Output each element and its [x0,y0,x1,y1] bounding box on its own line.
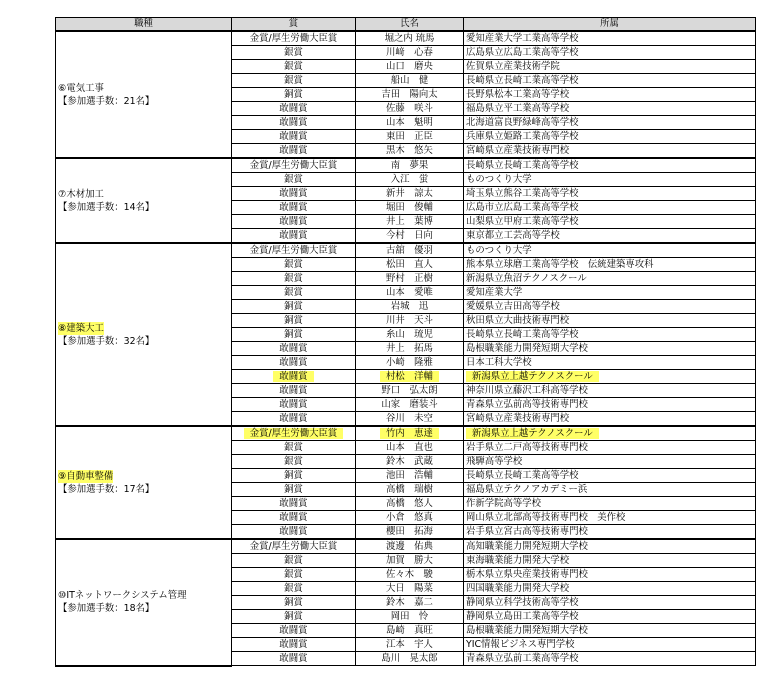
name-cell-container [356,624,464,638]
affiliation-cell-container [464,511,756,525]
award-cell-container [232,272,356,286]
name-cell-container [356,426,464,441]
affiliation-cell-container [464,158,756,173]
affiliation-cell-container [464,201,756,215]
name-cell-container [356,652,464,666]
category-participant-count: 【参加選手数：14名】 [58,201,155,213]
award-cell: 銀賞 [284,258,303,270]
name-cell: 新井 諒太 [386,187,433,199]
name-cell-container [356,130,464,144]
award-cell-container [232,412,356,427]
affiliation-cell-container [464,610,756,624]
name-cell: 渡邊 佑典 [386,540,433,552]
name-cell-container [356,356,464,370]
name-cell: 糸山 琉児 [386,328,433,340]
affiliation-cell-container [464,554,756,568]
affiliation-cell-container [464,130,756,144]
category-cell [56,158,232,243]
affiliation-cell: 作新学院高等学校 [466,497,542,509]
affiliation-cell: 島根職業能力開発短期大学校 [466,624,588,636]
affiliation-cell-container [464,412,756,427]
name-cell-container [356,539,464,554]
award-cell-container [232,525,356,540]
name-cell-container [356,215,464,229]
name-cell: 東田 正臣 [386,130,433,142]
name-cell-container [356,511,464,525]
award-cell: 銅賞 [284,469,303,481]
name-cell: 大日 陽菜 [386,582,433,594]
affiliation-cell-container [464,483,756,497]
award-cell: 銅賞 [284,328,303,340]
name-cell: 今村 日向 [386,229,433,241]
award-cell-container [232,201,356,215]
header-category: 職種 [56,18,232,32]
name-cell-container [356,483,464,497]
name-cell: 鈴木 嘉二 [386,596,433,608]
name-cell-container [356,60,464,74]
affiliation-cell: 島根職業能力開発短期大学校 [466,342,588,354]
affiliation-cell-container [464,398,756,412]
award-cell-container [232,596,356,610]
award-cell: 金賞/厚生労働大臣賞 [249,540,338,552]
affiliation-cell: 新潟県立上越テクノスクール [466,371,599,382]
award-cell: 銀賞 [284,60,303,72]
affiliation-cell-container [464,441,756,455]
affiliation-cell-container [464,568,756,582]
name-cell-container [356,144,464,159]
name-cell-container [356,441,464,455]
affiliation-cell: 青森県立弘前工業高等学校 [466,652,579,664]
award-cell: 敢闘賞 [279,215,308,227]
award-cell-container [232,215,356,229]
award-cell: 金賞/厚生労働大臣賞 [249,159,338,171]
category-title: ⑥電気工事 [58,82,104,94]
award-cell-container [232,652,356,666]
affiliation-cell: 熊本県立球磨工業高等学校 伝統建築専攻科 [466,258,654,270]
award-cell: 銅賞 [284,88,303,100]
affiliation-cell: 宮崎県立産業技術専門校 [466,144,570,156]
name-cell: 川﨑 心春 [386,46,433,58]
award-cell-container [232,173,356,187]
name-cell: 黒木 悠矢 [386,144,433,156]
award-cell-container [232,187,356,201]
award-cell: 敢闘賞 [279,624,308,636]
award-cell-container [232,314,356,328]
award-cell-container [232,511,356,525]
name-cell-container [356,554,464,568]
award-cell: 銀賞 [284,441,303,453]
affiliation-cell-container [464,187,756,201]
name-cell: 吉田 陽向太 [381,88,438,100]
affiliation-cell: 静岡県立科学技術高等学校 [466,596,579,608]
name-cell: 池田 浩輔 [386,469,433,481]
award-cell-container [232,539,356,554]
name-cell-container [356,187,464,201]
name-cell-container [356,568,464,582]
name-cell-container [356,243,464,258]
affiliation-cell: 山梨県立甲府工業高等学校 [466,215,579,227]
name-cell-container [356,31,464,46]
name-cell: 山本 愛唯 [386,286,433,298]
affiliation-cell-container [464,539,756,554]
affiliation-cell-container [464,455,756,469]
category-participant-count: 【参加選手数：18名】 [58,603,155,615]
name-cell-container [356,173,464,187]
category-cell [56,31,232,158]
award-cell: 敢闘賞 [279,187,308,199]
award-cell: 敢闘賞 [279,412,308,424]
affiliation-cell: 岡山県立北部高等技術専門校 美作校 [466,511,626,523]
category-title: ⑦木材加工 [58,188,104,200]
award-cell-container [232,243,356,258]
name-cell-container [356,342,464,356]
name-cell: 堀田 俊輔 [386,201,433,213]
category-participant-count: 【参加選手数：21名】 [58,95,155,107]
name-cell: 谷川 未空 [386,412,433,424]
award-cell-container [232,441,356,455]
affiliation-cell-container [464,102,756,116]
table-row [56,158,756,173]
award-cell: 敢闘賞 [279,356,308,368]
award-cell-container [232,286,356,300]
affiliation-cell-container [464,469,756,483]
award-cell: 敢闘賞 [279,342,308,354]
header-award: 賞 [232,18,356,32]
award-cell: 銀賞 [284,568,303,580]
name-cell: 山家 磨装斗 [381,398,438,410]
award-cell-container [232,370,356,384]
affiliation-cell-container [464,74,756,88]
affiliation-cell-container [464,88,756,102]
category-title: ⑧建築大工 [58,322,104,334]
name-cell: 井上 拓馬 [386,342,433,354]
affiliation-cell-container [464,215,756,229]
affiliation-cell-container [464,272,756,286]
award-cell-container [232,469,356,483]
affiliation-cell-container [464,31,756,46]
affiliation-cell: 佐賀県立産業技術学院 [466,60,560,72]
affiliation-cell-container [464,46,756,60]
name-cell: 江本 宇人 [386,638,433,650]
name-cell: 高橋 悠人 [386,497,433,509]
award-cell-container [232,46,356,60]
category-cell [56,243,232,426]
affiliation-cell-container [464,342,756,356]
awards-body [56,31,756,666]
name-cell-container [356,258,464,272]
affiliation-cell: 広島市立広島工業高等学校 [466,201,579,213]
category-participant-count: 【参加選手数：17名】 [58,483,155,495]
name-cell: 岡田 怜 [390,610,429,622]
affiliation-cell-container [464,596,756,610]
name-cell-container [356,201,464,215]
name-cell-container [356,582,464,596]
affiliation-cell-container [464,243,756,258]
table-row [56,31,756,46]
name-cell: 堀之内 琉馬 [384,32,435,44]
award-cell-container [232,342,356,356]
award-cell: 銀賞 [284,554,303,566]
affiliation-cell-container [464,652,756,666]
affiliation-cell: 愛知産業大学工業高等学校 [466,32,579,44]
affiliation-cell: 北海道富良野緑峰高等学校 [466,116,579,128]
award-cell: 敢闘賞 [279,652,308,664]
affiliation-cell-container [464,638,756,652]
award-cell-container [232,497,356,511]
award-cell-container [232,31,356,46]
name-cell: 高橋 瑞樹 [386,483,433,495]
award-cell-container [232,568,356,582]
name-cell-container [356,638,464,652]
affiliation-cell: 長崎県立長崎工業高等学校 [466,328,579,340]
name-cell-container [356,384,464,398]
affiliation-cell: 長崎県立長崎工業高等学校 [466,469,579,481]
name-cell-container [356,46,464,60]
affiliation-cell: 宮崎県立産業技術専門校 [466,412,570,424]
name-cell: 入江 蛍 [390,173,429,185]
name-cell-container [356,412,464,427]
award-cell: 敢闘賞 [279,497,308,509]
award-cell: 敢闘賞 [279,229,308,241]
affiliation-cell: 福島県立テクノアカデミー浜 [466,483,588,495]
affiliation-cell: ものつくり大学 [466,244,532,256]
award-cell: 金賞/厚生労働大臣賞 [249,32,338,44]
award-cell: 銅賞 [284,610,303,622]
affiliation-cell: 神奈川県立藤沢工科高等学校 [466,384,588,396]
name-cell: 野村 正樹 [386,272,433,284]
name-cell: 山口 磨央 [386,60,433,72]
affiliation-cell: YIC情報ビジネス専門学校 [466,638,575,650]
award-cell-container [232,229,356,244]
affiliation-cell: 愛知産業大学 [466,286,523,298]
affiliation-cell: 東京都立工芸高等学校 [466,229,560,241]
name-cell: 竹内 恵達 [380,428,439,439]
affiliation-cell: 岩手県立二戸高等技術専門校 [466,441,588,453]
award-cell: 銅賞 [284,483,303,495]
name-cell: 井上 葉博 [386,215,433,227]
award-cell-container [232,384,356,398]
award-cell-container [232,60,356,74]
award-cell: 敢闘賞 [279,130,308,142]
category-title: ⑨自動車整備 [58,470,114,482]
affiliation-cell: 東海職業能力開発大学校 [466,554,570,566]
name-cell-container [356,497,464,511]
award-cell-container [232,258,356,272]
award-cell: 敢闘賞 [279,102,308,114]
award-cell: 銀賞 [284,286,303,298]
award-cell-container [232,610,356,624]
affiliation-cell-container [464,384,756,398]
affiliation-cell-container [464,624,756,638]
affiliation-cell: 栃木県立県央産業技術専門校 [466,568,588,580]
affiliation-cell: 秋田県立大曲技術専門校 [466,314,570,326]
awards-table [55,17,756,667]
award-cell: 銅賞 [284,314,303,326]
name-cell-container [356,300,464,314]
name-cell-container [356,398,464,412]
name-cell: 島崎 真旺 [386,624,433,636]
affiliation-cell: 福島県立平工業高等学校 [466,102,570,114]
award-cell-container [232,158,356,173]
award-cell: 銀賞 [284,74,303,86]
affiliation-cell: 長崎県立長崎工業高等学校 [466,74,579,86]
affiliation-cell: 岩手県立宮古高等技術専門校 [466,525,588,537]
award-cell-container [232,624,356,638]
affiliation-cell-container [464,525,756,540]
affiliation-cell-container [464,300,756,314]
affiliation-cell-container [464,60,756,74]
affiliation-cell-container [464,370,756,384]
award-cell-container [232,116,356,130]
affiliation-cell: 青森県立弘前高等技術専門校 [466,398,588,410]
award-cell-container [232,582,356,596]
name-cell-container [356,525,464,540]
name-cell-container [356,229,464,244]
name-cell-container [356,272,464,286]
name-cell-container [356,328,464,342]
name-cell: 南 夢果 [390,159,429,171]
name-cell-container [356,596,464,610]
award-cell-container [232,328,356,342]
affiliation-cell: 長野県松本工業高等学校 [466,88,570,100]
name-cell-container [356,102,464,116]
award-cell: 敢闘賞 [279,525,308,537]
name-cell-container [356,610,464,624]
award-cell-container [232,554,356,568]
name-cell-container [356,370,464,384]
name-cell-container [356,158,464,173]
award-cell: 金賞/厚生労働大臣賞 [249,244,338,256]
category-cell [56,539,232,666]
name-cell: 鈴木 武蔵 [386,455,433,467]
table-row [56,539,756,554]
affiliation-cell-container [464,286,756,300]
affiliation-cell-container [464,356,756,370]
award-cell: 敢闘賞 [279,398,308,410]
award-cell: 銅賞 [284,300,303,312]
table-row [56,243,756,258]
affiliation-cell: 静岡県立島田工業高等学校 [466,610,579,622]
affiliation-cell-container [464,173,756,187]
affiliation-cell: 日本工科大学校 [466,356,532,368]
award-cell: 敢闘賞 [273,371,313,382]
award-cell-container [232,455,356,469]
award-cell-container [232,130,356,144]
affiliation-cell: ものつくり大学 [466,173,532,185]
name-cell: 船山 健 [390,74,429,86]
award-cell: 敢闘賞 [279,638,308,650]
affiliation-cell: 広島県立広島工業高等学校 [466,46,579,58]
award-cell-container [232,638,356,652]
name-cell-container [356,455,464,469]
category-title: ⑩ITネットワークシステム管理 [58,590,187,602]
name-cell: 山本 直也 [386,441,433,453]
affiliation-cell-container [464,229,756,244]
table-row [56,426,756,441]
award-cell-container [232,356,356,370]
affiliation-cell: 飛騨高等学校 [466,455,523,467]
award-cell-container [232,426,356,441]
name-cell: 松田 直人 [386,258,433,270]
name-cell: 小倉 悠真 [386,511,433,523]
name-cell-container [356,286,464,300]
affiliation-cell-container [464,258,756,272]
affiliation-cell-container [464,314,756,328]
header-affiliation: 所属 [464,18,756,32]
award-cell: 銀賞 [284,46,303,58]
award-cell: 銀賞 [284,582,303,594]
award-cell-container [232,398,356,412]
affiliation-cell: 長崎県立長崎工業高等学校 [466,159,579,171]
award-cell: 敢闘賞 [279,201,308,213]
name-cell: 岩城 迅 [390,300,429,312]
affiliation-cell: 新潟県立魚沼テクノスクール [466,272,587,284]
award-cell: 銀賞 [284,272,303,284]
name-cell: 村松 洋輔 [380,371,439,382]
name-cell: 野口 弘太朗 [381,384,438,396]
award-cell-container [232,88,356,102]
affiliation-cell: 四国職業能力開発大学校 [466,582,570,594]
affiliation-cell-container [464,328,756,342]
award-cell: 銅賞 [284,596,303,608]
affiliation-cell-container [464,116,756,130]
award-cell: 敢闘賞 [279,384,308,396]
award-cell: 金賞/厚生労働大臣賞 [244,428,344,439]
award-cell: 敢闘賞 [279,511,308,523]
name-cell: 川井 天斗 [386,314,433,326]
name-cell: 佐藤 咲斗 [386,102,433,114]
affiliation-cell-container [464,582,756,596]
award-cell: 銀賞 [284,455,303,467]
affiliation-cell: 高知職業能力開発短期大学校 [466,540,588,552]
name-cell: 櫻田 拓海 [386,525,433,537]
affiliation-cell-container [464,497,756,511]
award-cell-container [232,102,356,116]
name-cell-container [356,88,464,102]
name-cell: 島川 晃太郎 [381,652,438,664]
name-cell: 加賀 勝大 [386,554,433,566]
name-cell: 山本 魁明 [386,116,433,128]
category-cell [56,426,232,539]
affiliation-cell: 兵庫県立姫路工業高等学校 [466,130,579,142]
name-cell-container [356,116,464,130]
header-name: 氏名 [356,18,464,32]
name-cell: 佐々木 駿 [386,568,433,580]
award-cell-container [232,300,356,314]
name-cell-container [356,469,464,483]
award-cell-container [232,74,356,88]
name-cell-container [356,314,464,328]
name-cell: 小崎 隆雅 [386,356,433,368]
header-row [56,18,756,32]
name-cell-container [356,74,464,88]
award-cell: 敢闘賞 [279,116,308,128]
affiliation-cell-container [464,426,756,441]
award-cell-container [232,483,356,497]
affiliation-cell: 新潟県立上越テクノスクール [466,428,599,439]
name-cell: 古舘 優羽 [386,244,433,256]
affiliation-cell-container [464,144,756,159]
affiliation-cell: 埼玉県立熊谷工業高等学校 [466,187,579,199]
award-cell: 敢闘賞 [279,144,308,156]
category-participant-count: 【参加選手数：32名】 [58,335,155,347]
award-cell: 銀賞 [284,173,303,185]
affiliation-cell: 愛媛県立吉田高等学校 [466,300,560,312]
award-cell-container [232,144,356,159]
